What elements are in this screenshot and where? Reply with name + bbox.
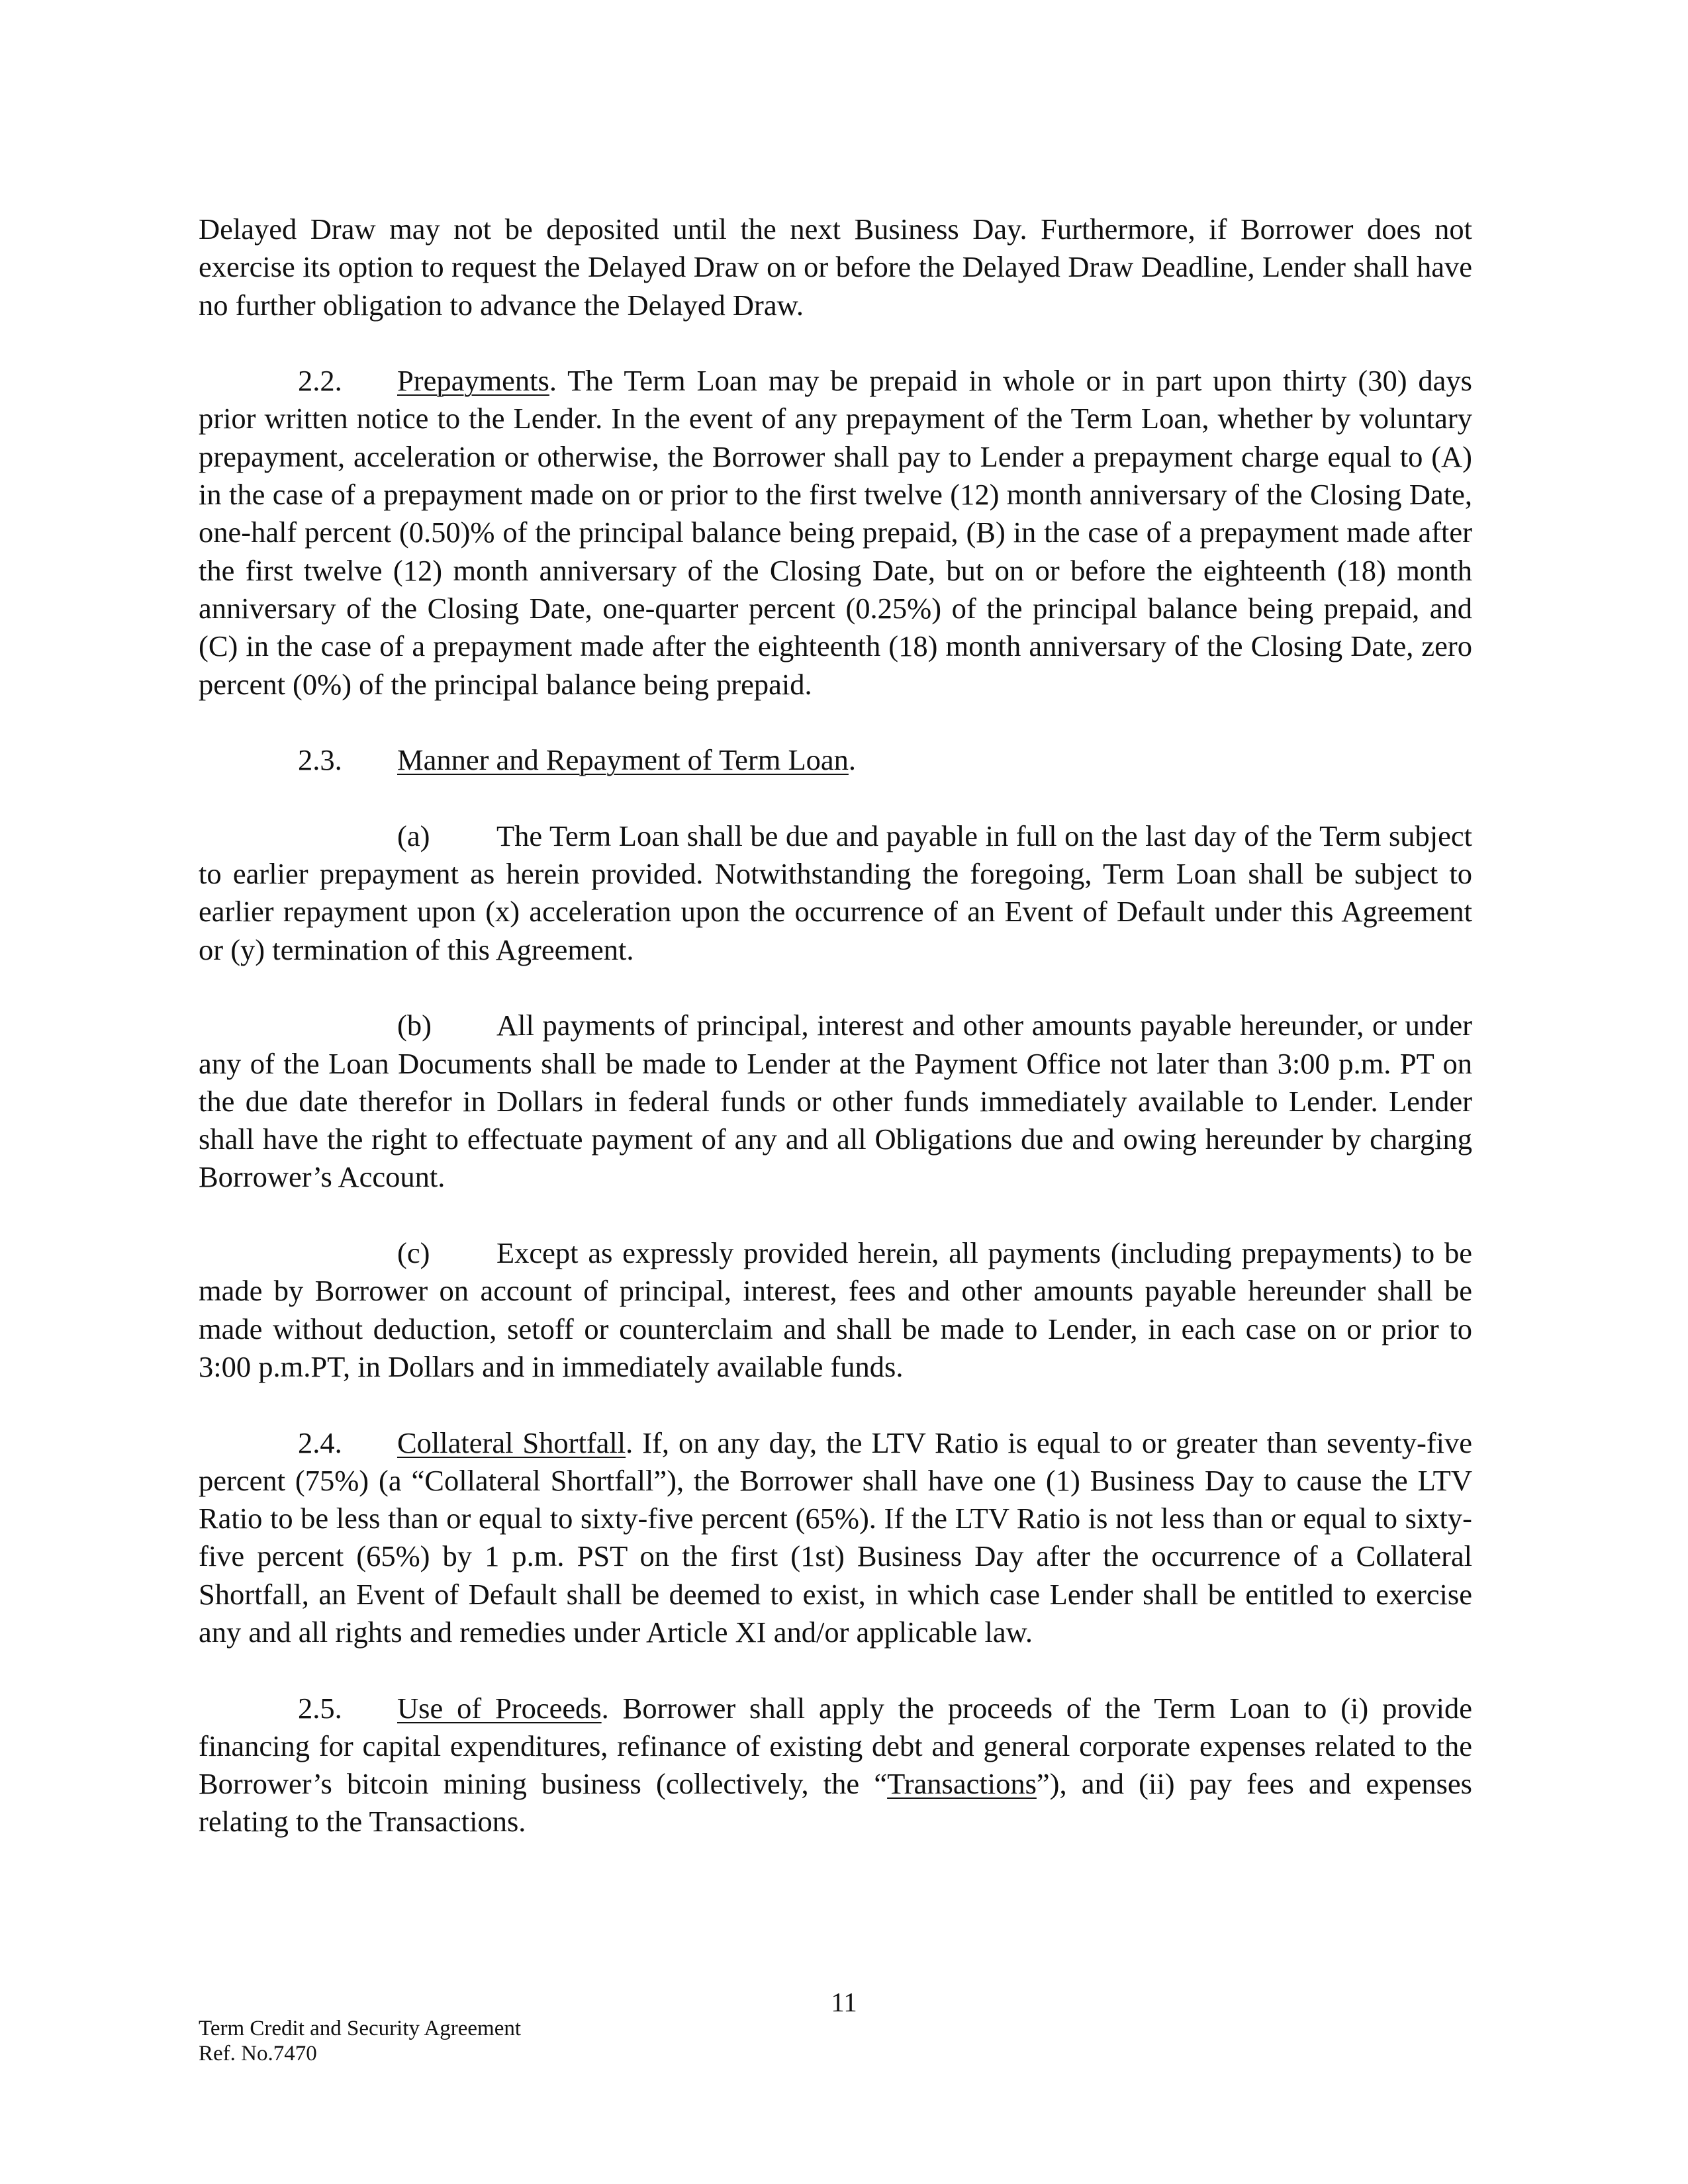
section-number: 2.2. [298, 364, 342, 398]
section-heading-use-of-proceeds: Use of Proceeds [397, 1691, 602, 1725]
section-text: . If, on any day, the LTV Ratio is equal to or greater than seventy-five percent (75%) (a “Collateral Shortfall”), the Borrower shall have one (1) Business Day to cause the LTV Ratio to be less than or equal to sixty-five percent (65%). If the LTV Ratio is not less than or equal to sixty-five percent (65%) by 1 p.m. PST on the first (1st) Business Day after the occurrence of a Collateral Shortfall, an Event of Default shall be deemed to exist, in which case Lender shall be entitled to exercise any and all rights and remedies under Article XI and/or applicable law. [199, 1426, 1473, 1649]
footer-ref: Ref. No.7470 [199, 2042, 317, 2066]
footer [199, 2016, 521, 2066]
section-2-2 [199, 362, 1472, 704]
subsection-text: All payments of principal, interest and other amounts payable hereunder, or under any of the Loan Documents shall be made to Lender at the Payment Office not later than 3:00 p.m. PT on the due date therefor in Dollars in federal funds or other funds immediately available to Lender. Lender shall have the right to effectuate payment of any and all Obligations due and owing hereunder by charging Borrower’s Account. [199, 1009, 1472, 1194]
page-number: 11 [831, 1987, 857, 2017]
section-number: 2.5. [298, 1691, 342, 1725]
footer-title: Term Credit and Security Agreement [199, 2017, 522, 2040]
subsection-2-3-c [199, 1234, 1472, 1386]
section-2-4 [199, 1424, 1472, 1652]
section-heading-manner-repayment: Manner and Repayment of Term Loan [397, 743, 849, 777]
section-number: 2.4. [298, 1426, 342, 1459]
paragraph-intro: Delayed Draw may not be deposited until the next Business Day. Furthermore, if Borrower does not exercise its option to request the Delayed Draw on or before the Delayed Draw Deadline, Lender shall have no further obligation to advance the Delayed Draw. [199, 212, 1472, 322]
subsection-2-3-b [199, 1007, 1472, 1196]
subsection-label: (a) [397, 819, 430, 852]
subsection-label: (b) [397, 1009, 432, 1042]
subsection-2-3-a [199, 817, 1472, 969]
section-text-end: ”), and (ii) pay fees and expenses relating to the Transactions. [199, 1767, 1472, 1839]
section-text: . Borrower shall apply the proceeds of the Term Loan to (i) provide financing for capital expenditures, refinance of existing debt and general corporate expenses related to the Borrower’s bitcoin mining business (collectively, the “ [199, 1691, 1472, 1801]
section-2-5 [199, 1690, 1472, 1841]
section-number: 2.3. [298, 743, 342, 777]
subsection-text: Except as expressly provided herein, all payments (including prepayments) to be made by Borrower on account of principal, interest, fees and other amounts payable hereunder shall be made without deduction, setoff or counterclaim and shall be made to Lender, in each case on or prior to 3:00 p.m.PT, in Dollars and in immediately available funds. [199, 1236, 1472, 1383]
subsection-label: (c) [397, 1236, 430, 1270]
document-body [199, 210, 1472, 1841]
defined-term-transactions: Transactions [887, 1767, 1037, 1801]
section-heading-suffix: . [848, 743, 857, 777]
section-2-3 [199, 741, 1472, 779]
section-heading-prepayments: Prepayments [397, 364, 549, 398]
subsection-text: The Term Loan shall be due and payable in full on the last day of the Term subject to earlier prepayment as herein provided. Notwithstanding the foregoing, Term Loan shall be subject to earlier repayment upon (x) acceleration upon the occurrence of an Event of Default under this Agreement or (y) termination of this Agreement. [199, 819, 1472, 966]
section-heading-collateral-shortfall: Collateral Shortfall [397, 1426, 626, 1459]
section-text: . The Term Loan may be prepaid in whole or in part upon thirty (30) days prior written notice to the Lender. In the event of any prepayment of the Term Loan, whether by voluntary prepayment, acceleration or otherwise, the Borrower shall pay to Lender a prepayment charge equal to (A) in the case of a prepayment made on or prior to the first twelve (12) month anniversary of the Closing Date, one-half percent (0.50)% of the principal balance being prepaid, (B) in the case of a prepayment made after the first twelve (12) month anniversary of the Closing Date, but on or before the eighteenth (18) month anniversary of the Closing Date, one-quarter percent (0.25%) of the principal balance being prepaid, and (C) in the case of a prepayment made after the eighteenth (18) month anniversary of the Closing Date, zero percent (0%) of the principal balance being prepaid. [199, 364, 1472, 701]
